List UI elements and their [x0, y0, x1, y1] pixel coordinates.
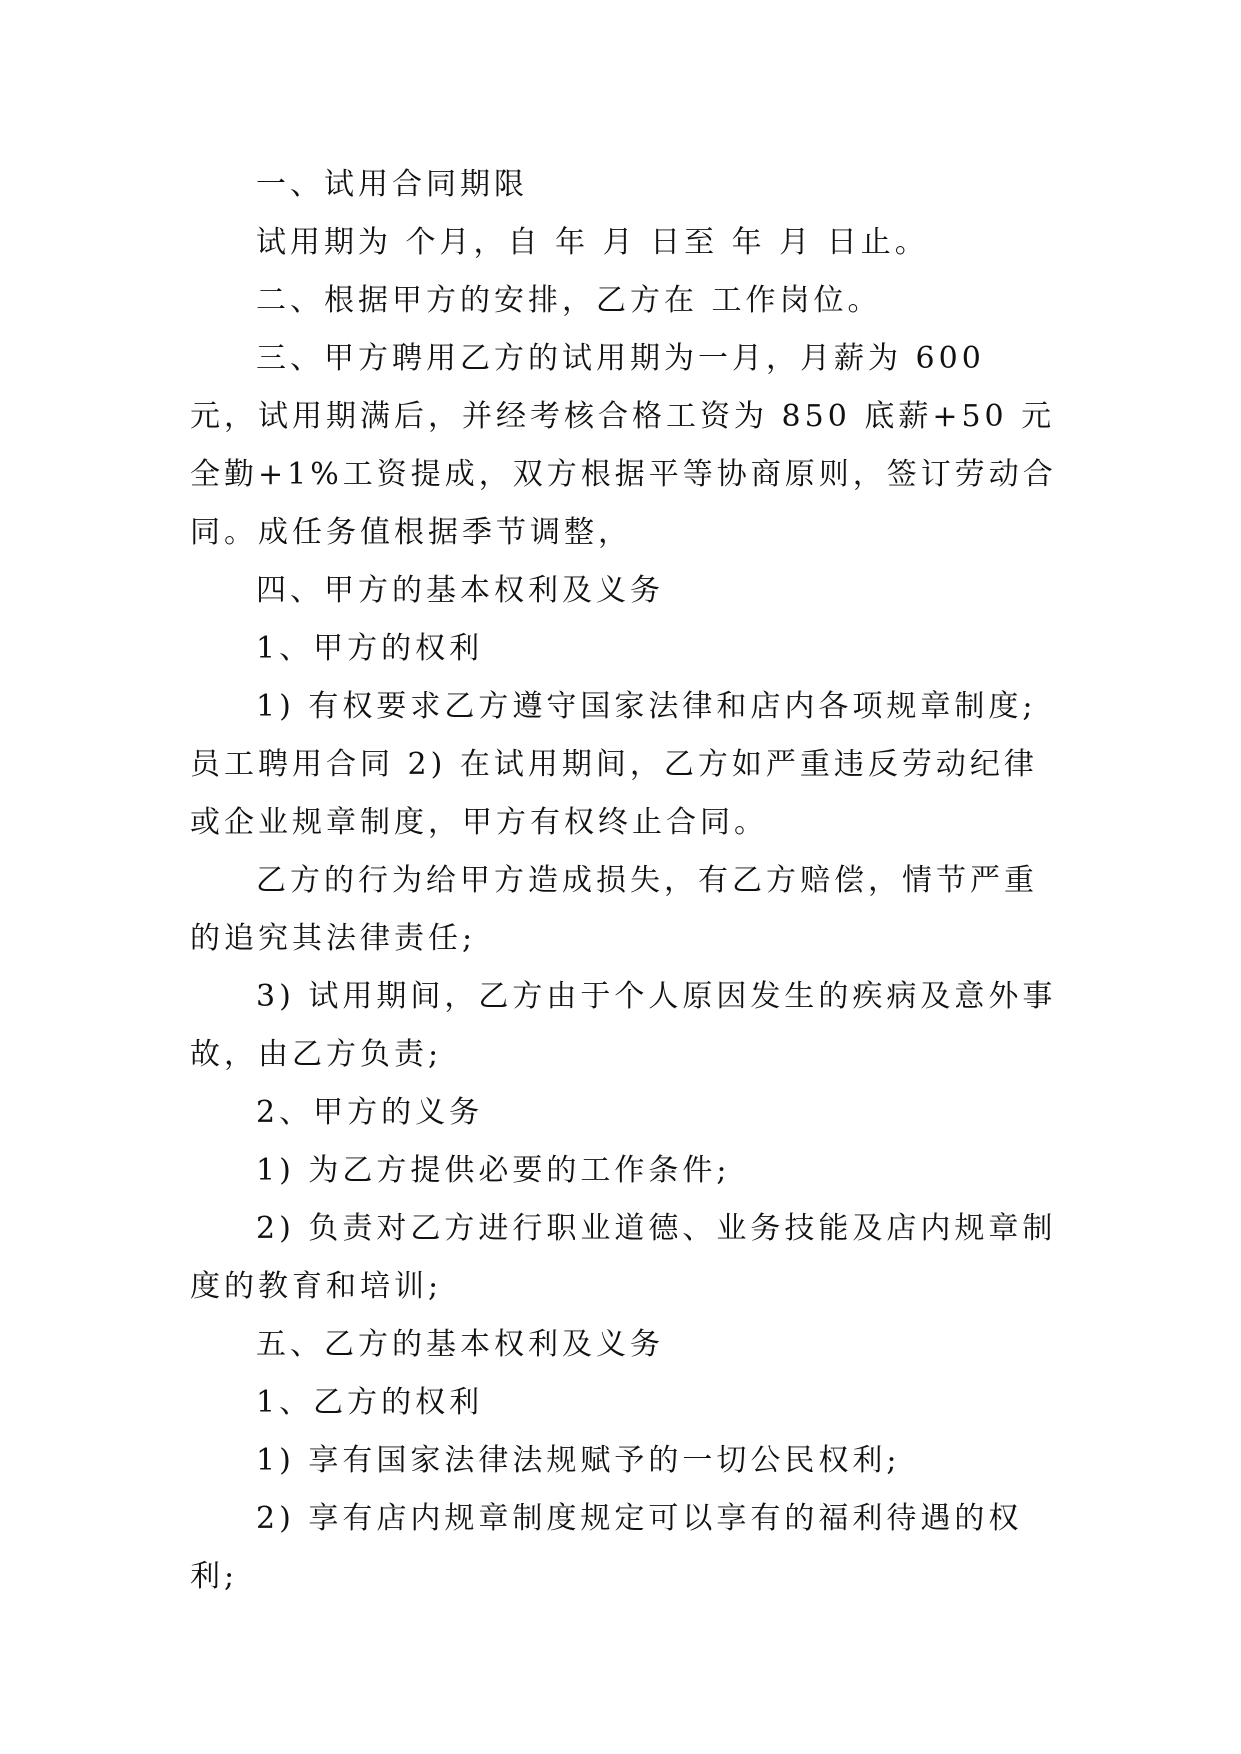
document-body: [190, 156, 1060, 1606]
salary-clause: 三、甲方聘用乙方的试用期为一月，月薪为 600 元，试用期满后，并经考核合格工资为 850 底薪+50 元全勤+1%工资提成，双方根据平等协商原则，签订劳动合同。成任务值根据季节调整，: [190, 341, 1057, 550]
party-a-duty-item-2: 2) 负责对乙方进行职业道德、业务技能及店内规章制度的教育和培训;: [190, 1211, 1057, 1304]
loss-compensation-clause: 乙方的行为给甲方造成损失，有乙方赔偿，情节严重的追究其法律责任;: [190, 863, 1038, 956]
section-heading-party-a-rights-duties: 四、甲方的基本权利及义务: [256, 573, 664, 608]
party-a-right-item-3: 3) 试用期间，乙方由于个人原因发生的疾病及意外事故，由乙方负责;: [190, 979, 1057, 1072]
job-position-clause: 二、根据甲方的安排，乙方在 工作岗位。: [256, 283, 882, 318]
subheading-party-a-rights: 1、甲方的权利: [256, 631, 484, 666]
party-b-right-item-2: 2) 享有店内规章制度规定可以享有的福利待遇的权利;: [190, 1501, 1023, 1594]
subheading-party-a-duties: 2、甲方的义务: [256, 1095, 484, 1130]
party-a-duty-item-1: 1) 为乙方提供必要的工作条件;: [256, 1153, 731, 1188]
subheading-party-b-rights: 1、乙方的权利: [256, 1385, 484, 1420]
trial-period-clause: 试用期为 个月，自 年 月 日至 年 月 日止。: [256, 225, 929, 260]
section-heading-party-b-rights-duties: 五、乙方的基本权利及义务: [256, 1327, 664, 1362]
party-b-right-item-1: 1) 享有国家法律法规赋予的一切公民权利;: [256, 1443, 901, 1478]
party-a-right-item-1-2: 1) 有权要求乙方遵守国家法律和店内各项规章制度;员工聘用合同 2) 在试用期间，乙方如严重违反劳动纪律或企业规章制度，甲方有权终止合同。: [190, 689, 1038, 840]
section-heading-trial-term: 一、试用合同期限: [256, 167, 528, 202]
